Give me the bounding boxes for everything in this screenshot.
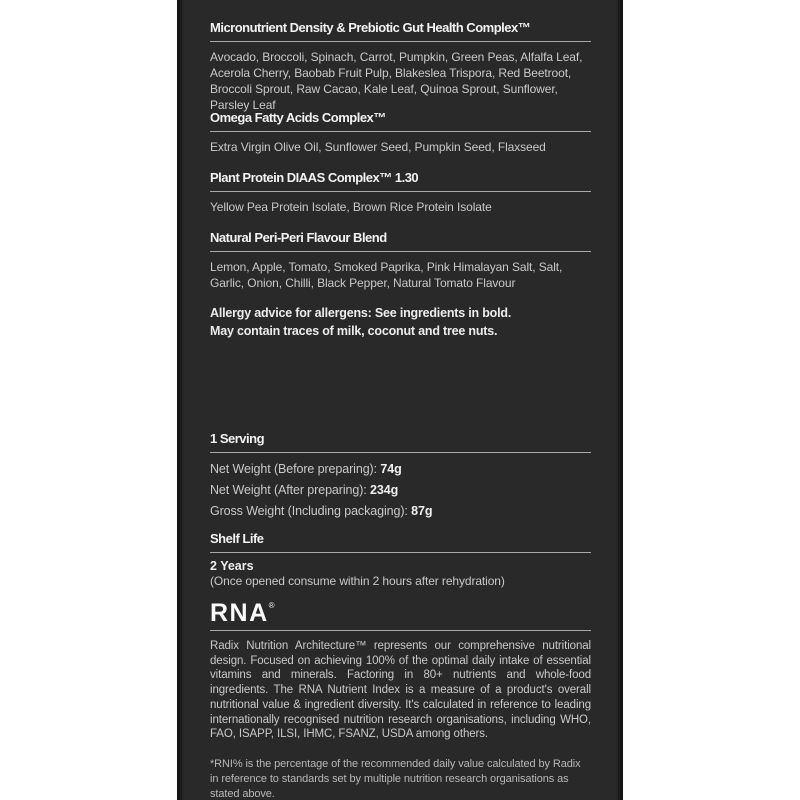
section-rna (210, 601, 591, 742)
rna-logo-row (210, 601, 591, 631)
weight-label: Gross Weight (Including packaging): (210, 504, 412, 518)
section-heading: Plant Protein DIAAS Complex™ 1.30 (210, 170, 591, 192)
rni-footnote: *RNI% is the percentage of the recommended daily value calculated by Radix in reference to standards set by multiple nutrition research organisations as stated above. (210, 758, 581, 800)
ingredient-list: Yellow Pea Protein Isolate, Brown Rice Protein Isolate (210, 200, 492, 214)
section-micronutrient-complex (210, 20, 591, 113)
section-footnote (210, 757, 591, 800)
ingredient-list: Avocado, Broccoli, Spinach, Carrot, Pumpkin, Green Peas, Alfalfa Leaf, Acerola Cherry, Baobab Fruit Pulp, Blakeslea Trispora, Red Beetroot, Broccoli Sprout, Raw Cacao, Kale Leaf, Quinoa Sprout, Sunflower, Parsley Leaf (210, 50, 583, 112)
allergy-line-2: May contain traces of milk, coconut and tree nuts. (210, 324, 498, 338)
weight-label: Net Weight (Before preparing): (210, 462, 381, 476)
weight-row-net-before (210, 459, 591, 480)
rna-logo: RNA (210, 599, 269, 627)
panel-right-edge-shadow (616, 0, 623, 800)
shelf-life-duration: 2 Years (210, 559, 254, 573)
allergy-line-1: Allergy advice for allergens: See ingredients in bold. (210, 306, 512, 320)
weights-list (210, 459, 591, 522)
weight-value: 234g (370, 483, 399, 497)
section-serving (210, 431, 591, 522)
weight-row-net-after (210, 480, 591, 501)
panel-left-edge-shadow (177, 0, 184, 800)
label-content (210, 0, 591, 800)
section-heading: Micronutrient Density & Prebiotic Gut Health Complex™ (210, 20, 591, 42)
serving-heading: 1 Serving (210, 431, 591, 453)
allergy-advice (210, 304, 591, 340)
weight-value: 74g (380, 462, 402, 476)
shelf-life-note: (Once opened consume within 2 hours after rehydration) (210, 574, 505, 588)
registered-trademark-mark: ® (268, 601, 275, 610)
ingredient-list: Lemon, Apple, Tomato, Smoked Paprika, Pink Himalayan Salt, Salt, Garlic, Onion, Chilli, Black Pepper, Natural Tomato Flavour (210, 260, 563, 290)
shelf-life-heading: Shelf Life (210, 531, 591, 553)
nutrition-label-panel (177, 0, 623, 800)
section-plant-protein-complex (210, 170, 591, 215)
rna-description: Radix Nutrition Architecture™ represents our comprehensive nutritional design. Focused on achieving 100% of the optimal daily intake of essential vitamins and minerals. Factoring in 80+ nutrients and whole-food ingredients. The RNA Nutrient Index is a measure of a product's overall nutritional value & ingredient diversity. It's calculated in reference to leading internationally recognised nutrition research organisations, including WHO, FAO, ISAPP, ILSI, IHMC, FSANZ, USDA among others. (210, 640, 591, 741)
section-flavour-blend (210, 230, 591, 291)
section-heading: Omega Fatty Acids Complex™ (210, 110, 591, 132)
ingredient-list: Extra Virgin Olive Oil, Sunflower Seed, Pumpkin Seed, Flaxseed (210, 140, 546, 154)
section-shelf-life (210, 531, 591, 589)
section-omega-complex (210, 110, 591, 155)
weight-value: 87g (411, 504, 433, 518)
section-heading: Natural Peri-Peri Flavour Blend (210, 230, 591, 252)
weight-label: Net Weight (After preparing): (210, 483, 371, 497)
weight-row-gross (210, 501, 591, 522)
